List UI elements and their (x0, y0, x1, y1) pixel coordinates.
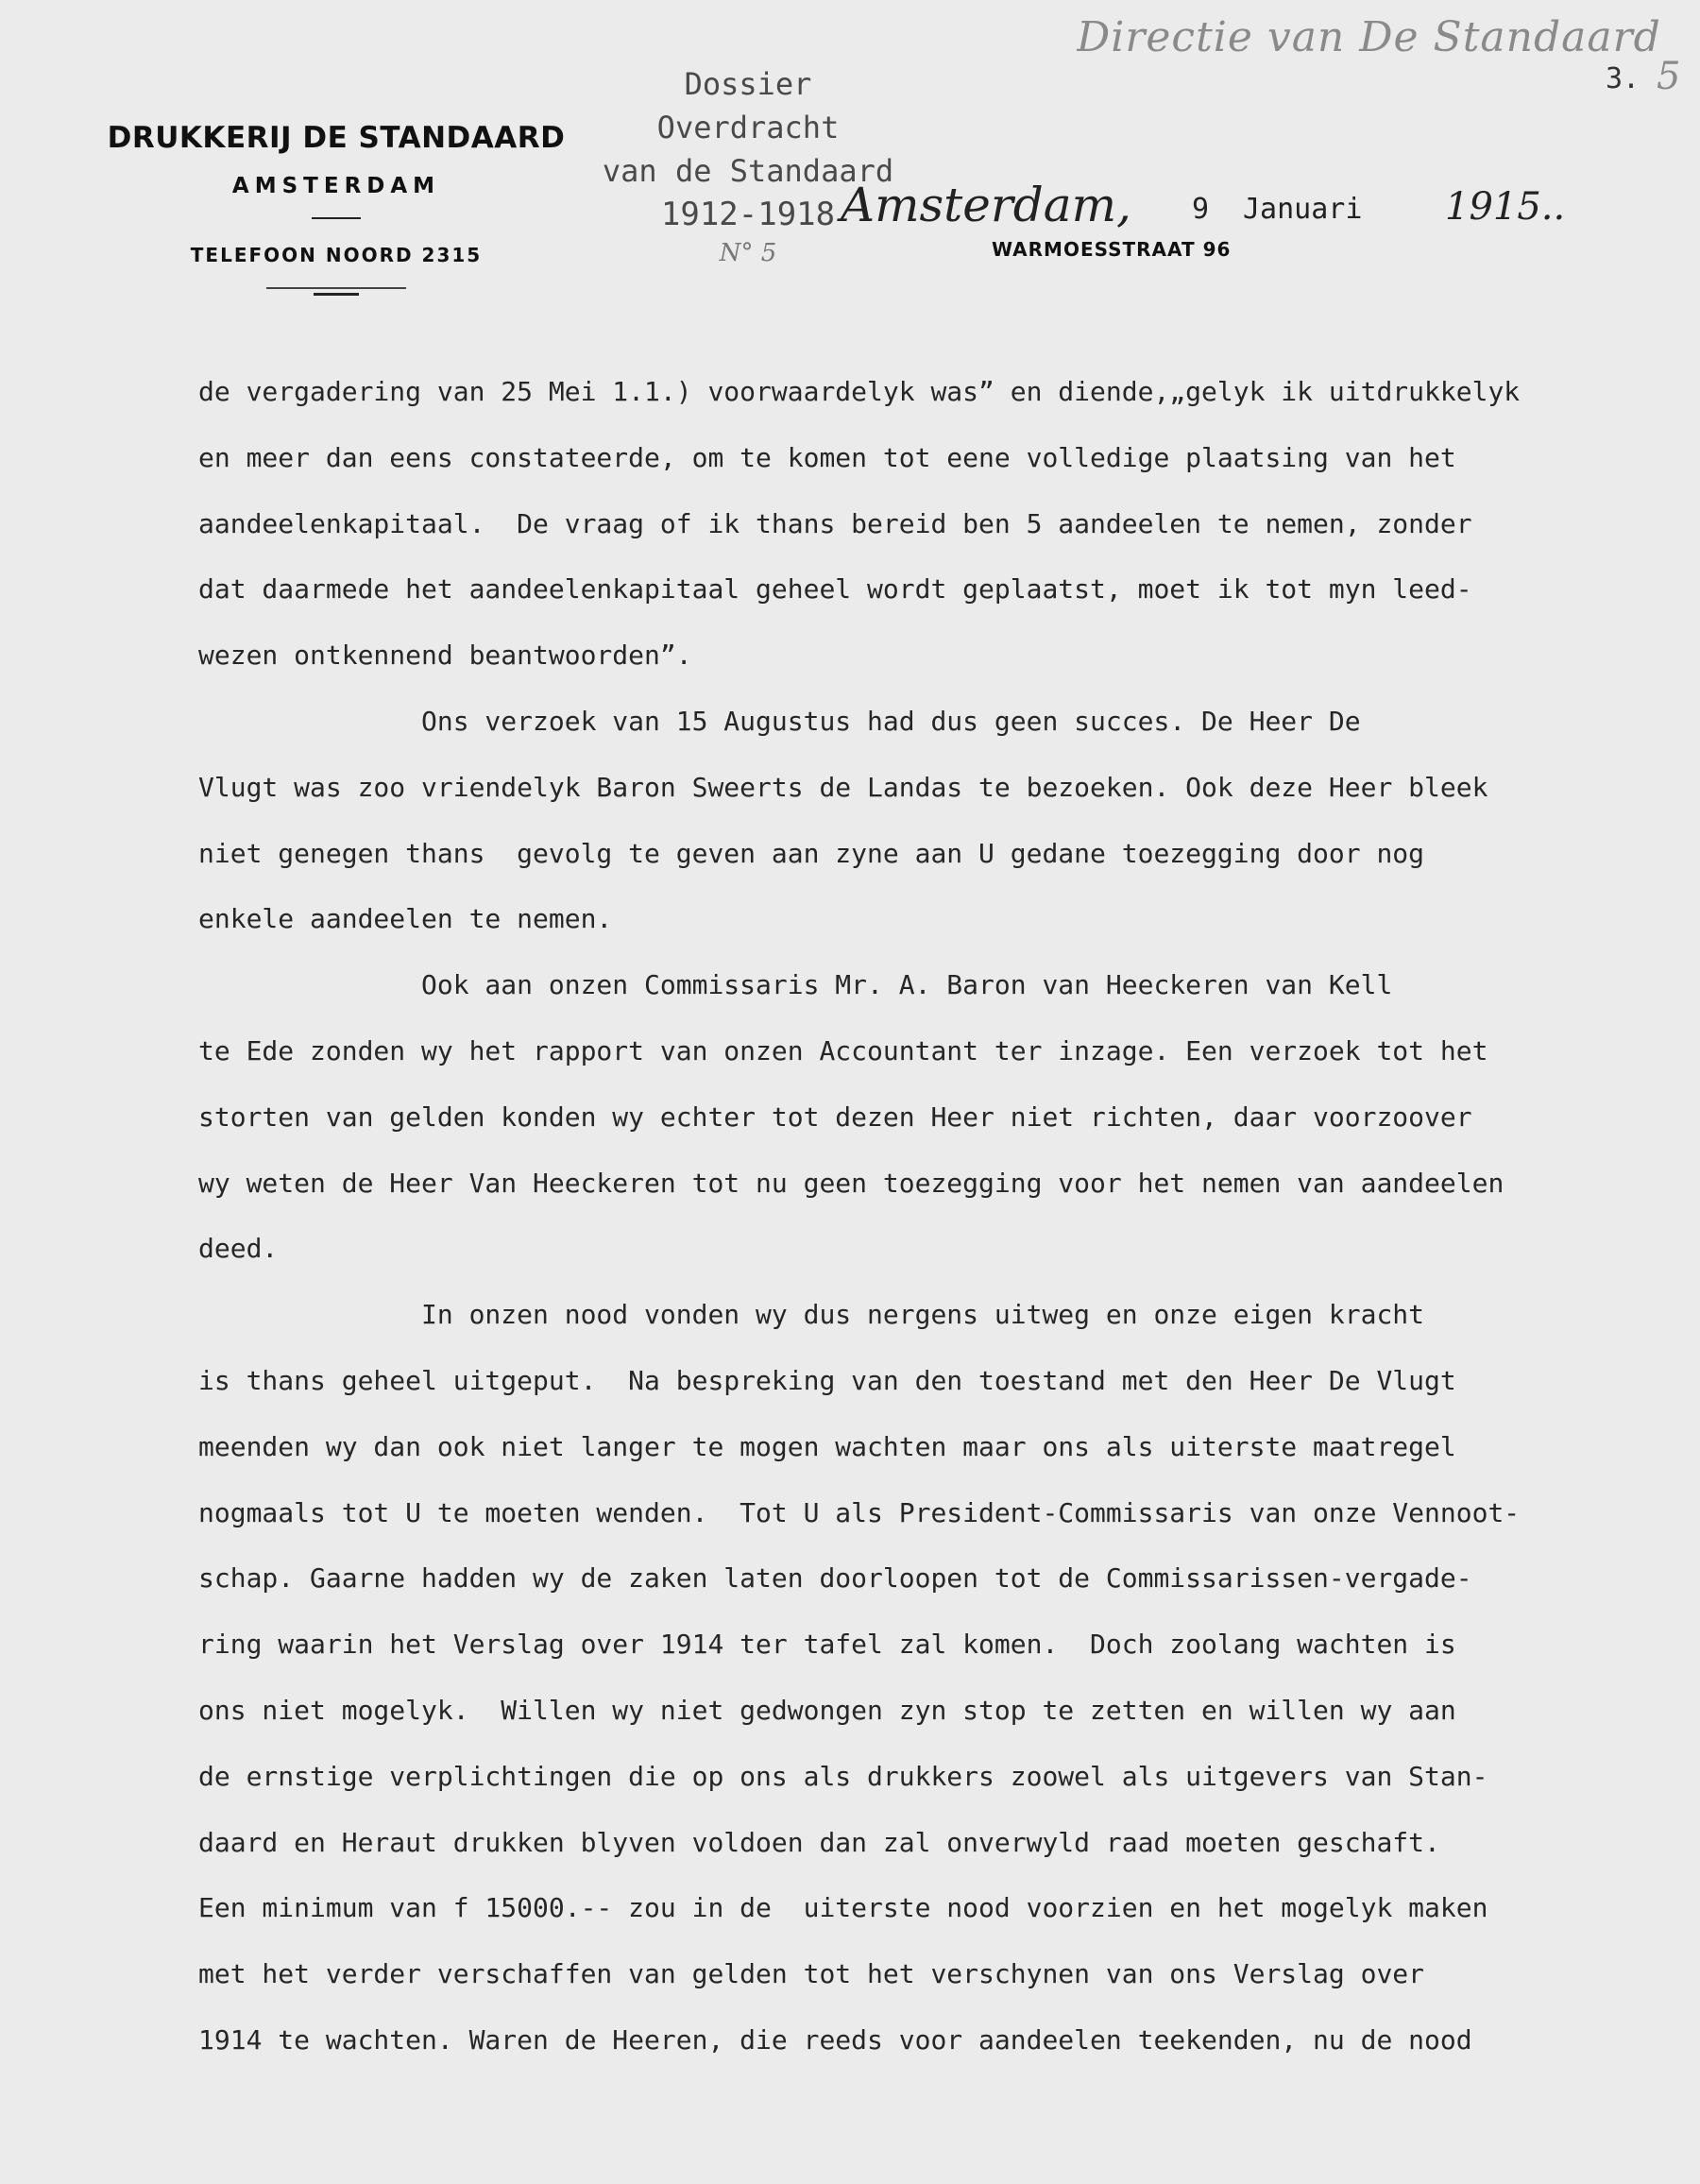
stamp-line-3: van de Standaard (602, 153, 894, 189)
body-line: met het verder verschaffen van gelden tot het verschynen van ons Verslag over (198, 1958, 1425, 1990)
stamp-line-2: Overdracht (656, 110, 840, 145)
body-line: storten van gelden konden wy echter tot dezen Heer niet richten, daar voorzoover (198, 1101, 1472, 1133)
body-line: dat daarmede het aandeelenkapitaal geheel wordt geplaatst, moet ik tot myn leed- (198, 573, 1472, 606)
stamp-number: N° 5 (719, 239, 777, 267)
body-line: enkele aandeelen te nemen. (198, 903, 613, 935)
company-phone: TELEFOON NOORD 2315 (190, 244, 483, 266)
body-line: niet genegen thans gevolg te geven aan zyne aan U gedane toezegging door nog (198, 837, 1425, 869)
body-line: nogmaals tot U te moeten wenden. Tot U als President-Commissaris van onze Vennoot- (198, 1496, 1521, 1528)
body-line: 1914 te wachten. Waren de Heeren, die reeds voor aandeelen teekenden, nu de nood (198, 2023, 1472, 2056)
company-city: AMSTERDAM (231, 174, 441, 198)
letter-body (198, 359, 1672, 2073)
body-line: Een minimum van f 15000.-- zou in de uiterste nood voorzien en het mogelyk maken (198, 1892, 1488, 1924)
body-line: ons niet mogelyk. Willen wy niet gedwongen zyn stop te zetten en willen wy aan (198, 1694, 1456, 1726)
archive-stamp (587, 62, 909, 270)
handwritten-page-number: 5 (1657, 55, 1681, 98)
body-line: meenden wy dan ook niet langer te mogen wachten maar ons als uiterste maatregel (198, 1430, 1456, 1462)
body-line: Vlugt was zoo vriendelyk Baron Sweerts de Landas te bezoeken. Ook deze Heer bleek (198, 771, 1488, 803)
dateline-place: Amsterdam, (841, 178, 1131, 232)
body-line: en meer dan eens constateerde, om te komen tot eene volledige plaatsing van het (198, 441, 1456, 473)
stamp-line-1: Dossier (684, 66, 812, 102)
body-line: de ernstige verplichtingen die op ons als drukkers zoowel als uitgevers van Stan- (198, 1760, 1488, 1792)
divider (312, 217, 361, 219)
body-line: deed. (198, 1233, 279, 1265)
page-number: 3. (1606, 62, 1640, 95)
body-line: de vergadering van 25 Mei 1.1.) voorwaardelyk was” en diende,„gelyk ik uitdrukkelyk (198, 376, 1521, 407)
company-name: DRUKKERIJ DE STANDAARD (107, 121, 566, 155)
body-line: te Ede zonden wy het rapport van onzen Accountant ter inzage. Een verzoek tot het (198, 1034, 1488, 1066)
body-line: daard en Heraut drukken blyven voldoen dan zal onverwyld raad moeten geschaft. (198, 1826, 1440, 1858)
body-line: is thans geheel uitgeput. Na bespreking van den toestand met den Heer De Vlugt (198, 1364, 1456, 1396)
body-line: ring waarin het Verslag over 1914 ter tafel zal komen. Doch zoolang wachten is (198, 1629, 1456, 1661)
street-address: WARMOESSTRAAT 96 (992, 238, 1232, 261)
dateline-day: 9 (1192, 193, 1210, 226)
divider (314, 293, 359, 296)
body-line: wezen ontkennend beantwoorden”. (198, 640, 692, 672)
handwritten-annotation: Directie van De Standaard (1077, 13, 1661, 61)
body-line: Ons verzoek van 15 Augustus had dus geen succes. De Heer De (198, 705, 1361, 737)
body-line: In onzen nood vonden wy dus nergens uitweg en onze eigen kracht (198, 1299, 1425, 1331)
letterhead (102, 121, 570, 296)
divider (266, 287, 406, 289)
dateline-month: Januari (1243, 193, 1363, 226)
body-line: wy weten de Heer Van Heeckeren tot nu geen toezegging voor het nemen van aandeelen (198, 1167, 1504, 1199)
body-line: aandeelenkapitaal. De vraag of ik thans bereid ben 5 aandeelen te nemen, zonder (198, 507, 1472, 539)
body-line: schap. Gaarne hadden wy de zaken laten doorloopen tot de Commissarissen-vergade- (198, 1562, 1472, 1595)
dateline-year: 1915.. (1445, 185, 1566, 229)
stamp-years: 1912-1918 (660, 196, 836, 233)
body-line: Ook aan onzen Commissaris Mr. A. Baron van Heeckeren van Kell (198, 969, 1393, 1001)
